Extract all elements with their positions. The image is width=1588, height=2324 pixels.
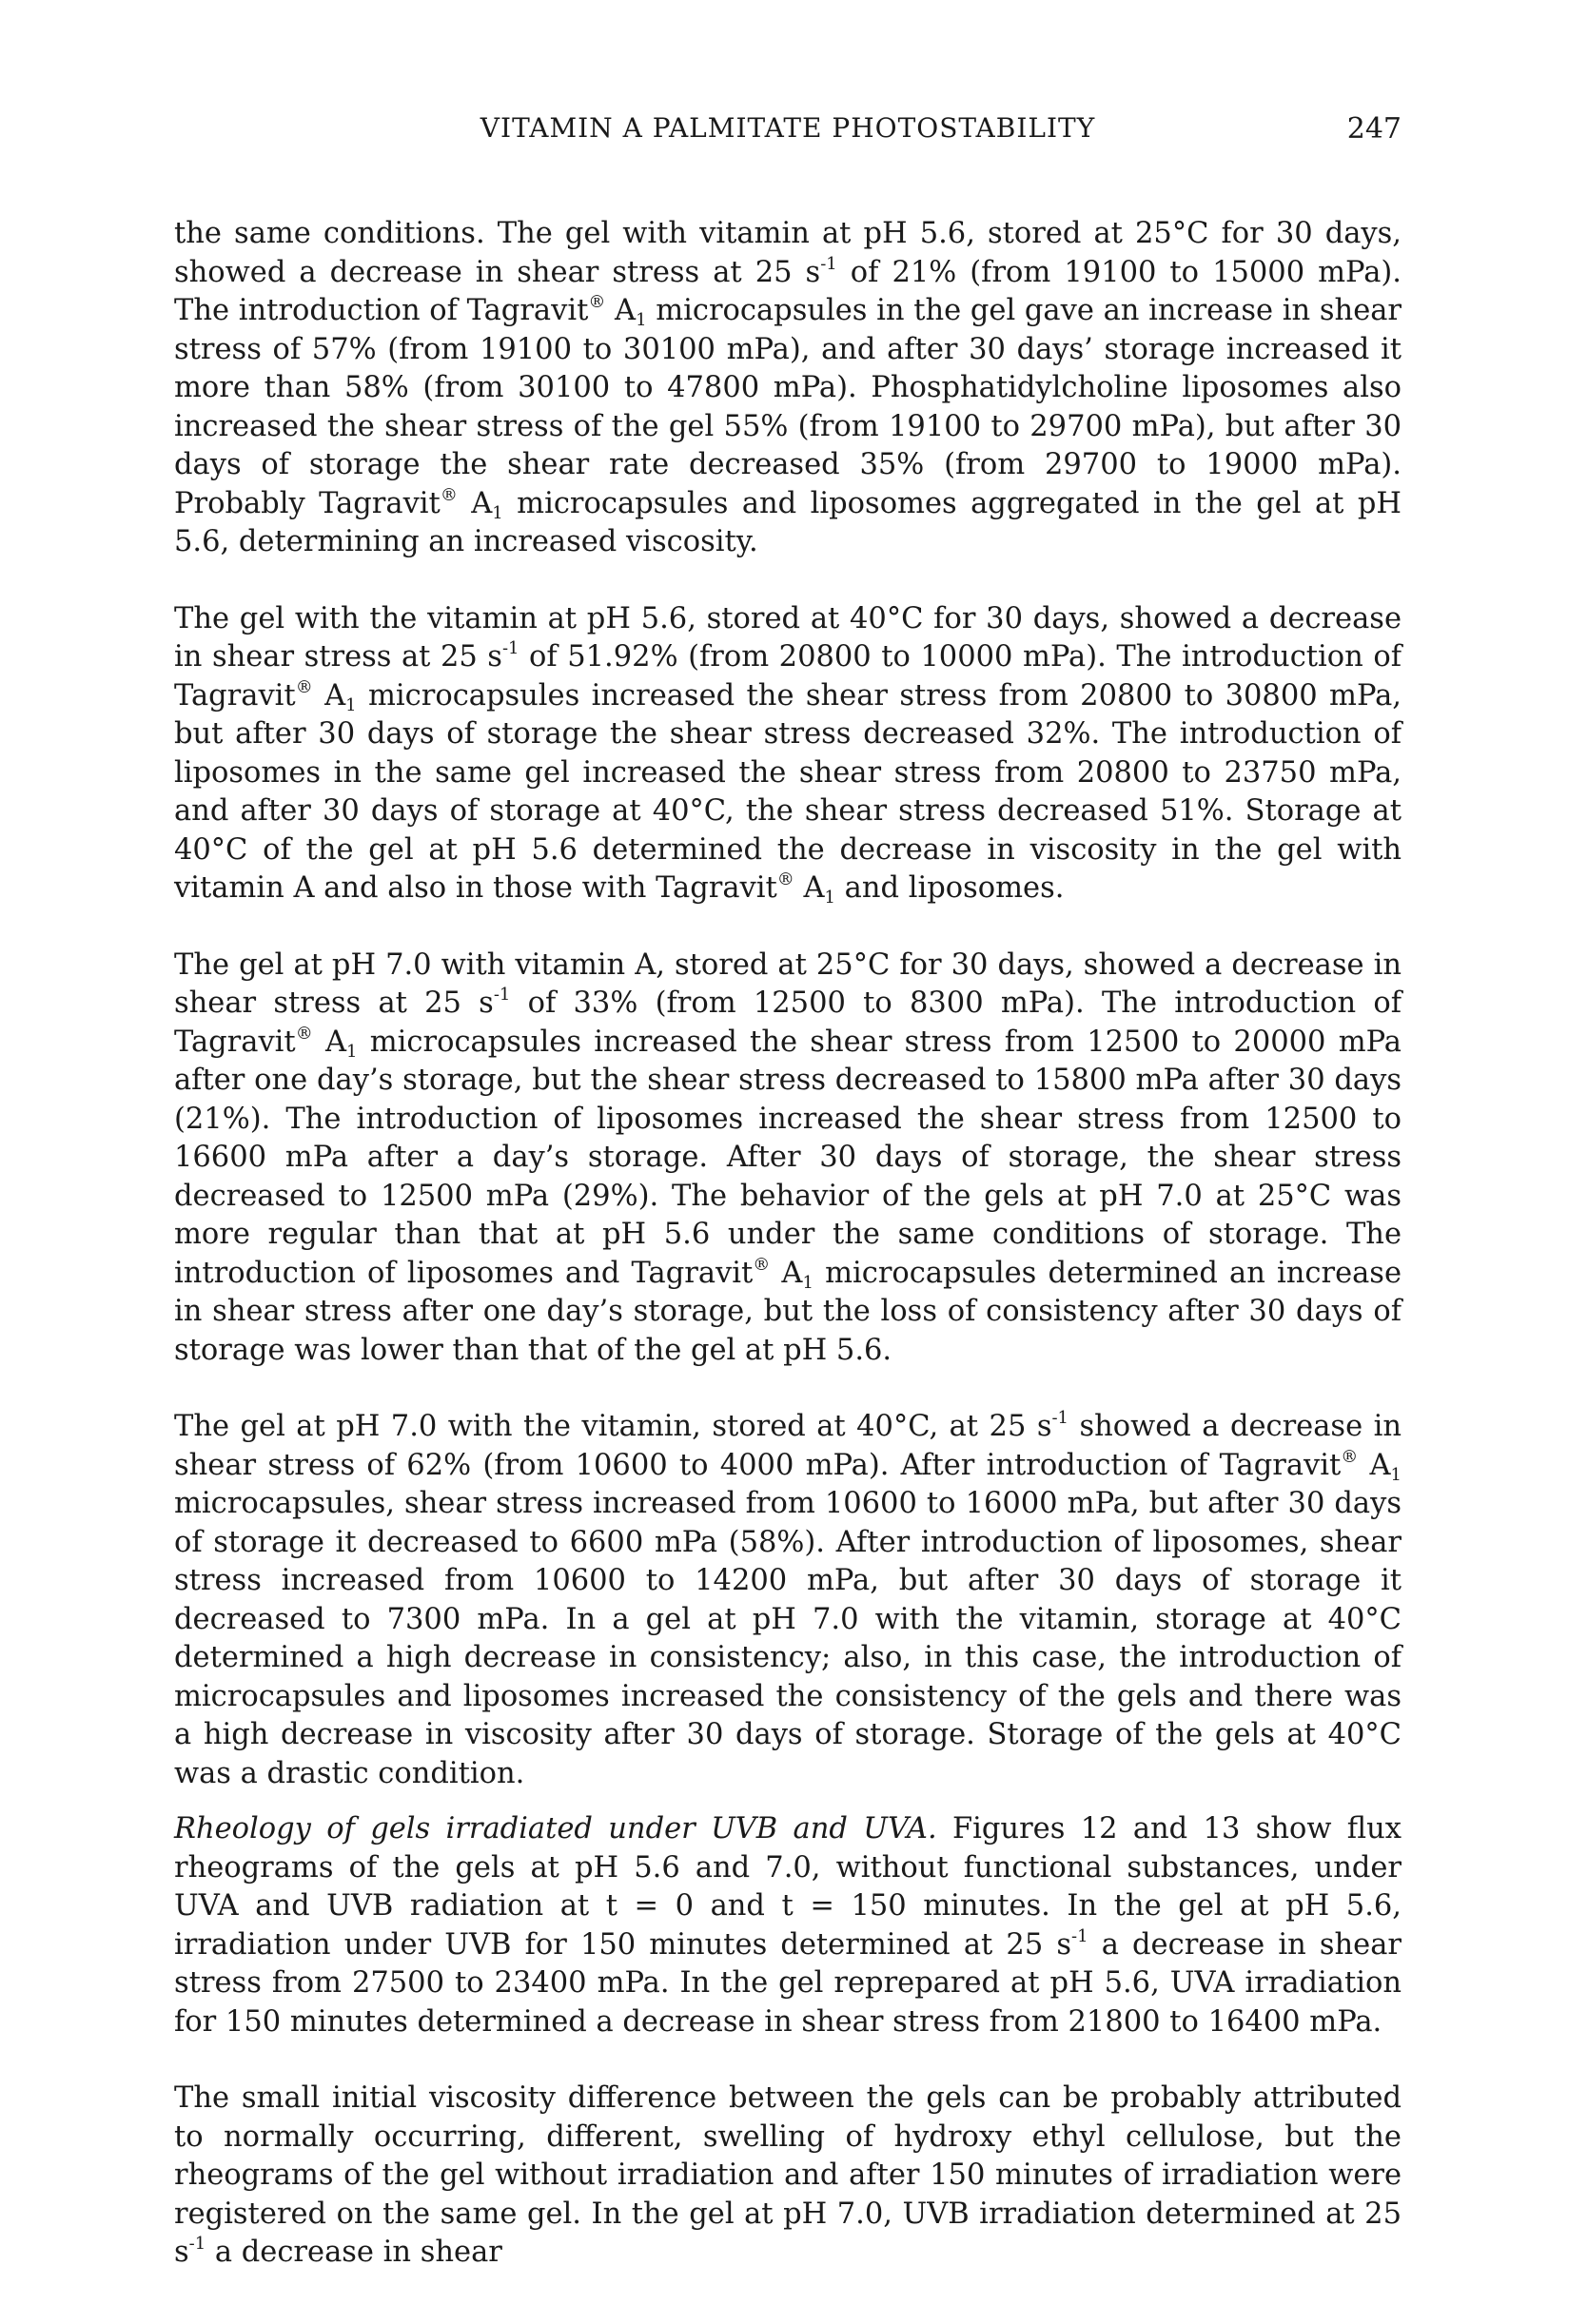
text-run: The small initial viscosity difference between the gels can be probably attributed to normally occurring, different, swelling of hydroxy ethyl cellulose, but the rheograms of the gel without irradiation and after 150 minutes of irradiation were registered on the same gel. In the gel at pH 7.0, UVB irradiation determined at 25 s	[174, 2081, 1402, 2269]
paragraph-ph70-40c: The gel at pH 7.0 with the vitamin, stored at 40°C, at 25 $s^{-1}$ showed a decrease in shear stress of 62% (from 10600 to 4000 mPa). After introduction of Tagravit® $A_1$ microcapsules, shear stress increased from 10600 to 16000 mPa, but after 30 days of storage it decreased to 6600 mPa (58%). After introduction of liposomes, shear stress increased from 10600 to 14200 mPa, but after 30 days of storage it decreased to 7300 mPa. In a gel at pH 7.0 with the vitamin, storage at 40°C determined a high decrease in consistency; also, in this case, the introduction of microcapsules and liposomes increased the consistency of the gels and there was a high decrease in viscosity after 30 days of storage. Storage of the gels at 40°C was a drastic condition.	[174, 1408, 1402, 1790]
text-run: microcapsules increased the shear stress from 20800 to 30800 mPa, but after 30 days of storage the shear stress decreased 32%. The introduction of liposomes in the same gel increased the shear stress from 20800 to 23750 mPa, and after 30 days of storage at 40°C, the shear stress decreased 51%. Storage at 40°C of the gel at pH 5.6 determined the decrease in viscosity in the gel with vitamin A and also in those with Tagravit	[174, 678, 1402, 905]
registered-mark: ®	[588, 292, 606, 312]
subscript-one: 1	[824, 888, 835, 908]
inverse-unit-superscript: -1	[493, 985, 511, 1005]
text-run: microcapsules, shear stress increased from 10600 to 16000 mPa, but after 30 days of storage it decreased to 6600 mPa (58%). After introduction of liposomes, shear stress increased from 10600 to 14200 mPa, but after 30 days of storage it decreased to 7300 mPa. In a gel at pH 7.0 with the vitamin, storage at 40°C determined a high decrease in consistency; also, in this case, the introduction of microcapsules and liposomes increased the consistency of the gels and there was a high decrease in viscosity after 30 days of storage. Storage of the gels at 40°C was a drastic condition.	[174, 1487, 1402, 1790]
paragraph-ph56-40c: The gel with the vitamin at pH 5.6, stored at 40°C for 30 days, showed a decrease in shear stress at 25 $s^{-1}$ of 51.92% (from 20800 to 10000 mPa). The introduction of Tagravit® $A_1$ microcapsules increased the shear stress from 20800 to 30800 mPa, but after 30 days of storage the shear stress decreased 32%. The introduction of liposomes in the same gel increased the shear stress from 20800 to 23750 mPa, and after 30 days of storage at 40°C, the shear stress decreased 51%. Storage at 40°C of the gel at pH 5.6 determined the decrease in viscosity in the gel with vitamin A and also in those with Tagravit® $A_1$ and liposomes.	[174, 601, 1402, 908]
registered-mark: ®	[440, 484, 458, 505]
subscript-one: 1	[802, 1272, 814, 1293]
registered-mark: ®	[295, 676, 313, 697]
page-header	[174, 112, 1402, 160]
text-run: microcapsules determined an increase in shear stress after one day’s storage, but the loss of consistency after 30 days of storage was lower than that of the gel at pH 5.6.	[174, 1256, 1402, 1367]
section-runin-heading: Rheology of gels irradiated under UVB and UVA.	[174, 1812, 937, 1846]
inverse-unit-superscript: -1	[820, 253, 837, 274]
text-run: Figures 12 and 13 show flux rheograms of the gels at pH 5.6 and 7.0, without functional substances, under UVA and UVB radiation at t = 0 and t = 150 minutes. In the gel at pH 5.6, irradiation under UVB for 150 minutes determined at 25 s	[174, 1812, 1402, 1962]
text-run: The gel at pH 7.0 with vitamin A, stored at 25°C for 30 days, showed a decrease in shear stress at 25 s	[174, 947, 1402, 1020]
text-run: microcapsules and liposomes aggregated in the gel at pH 5.6, determining an increased viscosity.	[174, 486, 1402, 558]
registered-mark: ®	[776, 869, 794, 889]
text-run: showed a decrease in shear stress of 62% (from 10600 to 4000 mPa). After introduction of Tagravit	[174, 1410, 1402, 1482]
text-run: a decrease in shear stress from 27500 to 23400 mPa. In the gel reprepared at pH 5.6, UVA irradiation for 150 minutes determined a decrease in shear stress from 21800 to 16400 mPa.	[174, 1927, 1402, 2039]
paragraph-ph56-25c: the same conditions. The gel with vitamin at pH 5.6, stored at 25°C for 30 days, showed a decrease in shear stress at 25 $s^{-1}$ of 21% (from 19100 to 15000 mPa). The introduction of Tagravit® $A_1$ microcapsules in the gel gave an increase in shear stress of 57% (from 19100 to 30100 mPa), and after 30 days’ storage increased it more than 58% (from 30100 to 47800 mPa). Phosphatidylcholine liposomes also increased the shear stress of the gel 55% (from 19100 to 29700 mPa), but after 30 days of storage the shear rate decreased 35% (from 29700 to 19000 mPa). Probably Tagravit® $A_1$ microcapsules and liposomes aggregated in the gel at pH 5.6, determining an increased viscosity.	[174, 217, 1402, 558]
text-run: of 21% (from 19100 to 15000 mPa). The introduction of Tagravit	[174, 255, 1402, 327]
registered-mark: ®	[1341, 1446, 1359, 1467]
text-run: and liposomes.	[834, 871, 1065, 905]
subscript-one: 1	[345, 694, 357, 715]
text-run: microcapsules in the gel gave an increase in shear stress of 57% (from 19100 to 30100 mPa), and after 30 days’ storage increased it more than 58% (from 30100 to 47800 mPa). Phosphatidylcholine liposomes also increased the shear stress of the gel 55% (from 19100 to 29700 mPa), but after 30 days of storage the shear rate decreased 35% (from 29700 to 19000 mPa). Probably Tagravit	[174, 294, 1402, 520]
running-title: VITAMIN A PALMITATE PHOTOSTABILITY	[480, 112, 1096, 144]
paragraph-viscosity-difference	[174, 2080, 1402, 2273]
subscript-one: 1	[346, 1041, 358, 1062]
text-run: the same conditions. The gel with vitamin at pH 5.6, stored at 25°C for 30 days, showed a decrease in shear stress at 25 s	[174, 217, 1402, 289]
registered-mark: ®	[295, 1023, 313, 1044]
inverse-unit-superscript: -1	[188, 2234, 206, 2254]
text-run: microcapsules increased the shear stress from 12500 to 20000 mPa after one day’s storage, but the shear stress decreased to 15800 mPa after 30 days (21%). The introduction of liposomes increased the shear stress from 12500 to 16600 mPa after a day’s storage. After 30 days of storage, the shear stress decreased to 12500 mPa (29%). The behavior of the gels at pH 7.0 at 25°C was more regular than that at pH 5.6 under the same conditions of storage. The introduction of liposomes and Tagravit	[174, 1025, 1402, 1290]
paragraph-irradiation	[174, 1810, 1402, 2041]
inverse-unit-superscript: -1	[1051, 1408, 1069, 1428]
subscript-one: 1	[1390, 1464, 1402, 1485]
paragraph-ph70-25c: The gel at pH 7.0 with vitamin A, stored at 25°C for 30 days, showed a decrease in shear stress at 25 $s^{-1}$ of 33% (from 12500 to 8300 mPa). The introduction of Tagravit® $A_1$ microcapsules increased the shear stress from 12500 to 20000 mPa after one day’s storage, but the shear stress decreased to 15800 mPa after 30 days (21%). The introduction of liposomes increased the shear stress from 12500 to 16600 mPa after a day’s storage. After 30 days of storage, the shear stress decreased to 12500 mPa (29%). The behavior of the gels at pH 7.0 at 25°C was more regular than that at pH 5.6 under the same conditions of storage. The introduction of liposomes and Tagravit® $A_1$ microcapsules determined an increase in shear stress after one day’s storage, but the loss of consistency after 30 days of storage was lower than that of the gel at pH 5.6.	[174, 947, 1402, 1367]
text-run: a decrease in shear	[206, 2236, 502, 2269]
inverse-unit-superscript: -1	[1071, 1925, 1088, 1946]
text-run: of 51.92% (from 20800 to 10000 mPa). The introduction of Tagravit	[174, 640, 1402, 713]
page-number: 247	[1346, 112, 1402, 146]
registered-mark: ®	[753, 1254, 771, 1275]
inverse-unit-superscript: -1	[501, 638, 520, 658]
journal-page	[174, 112, 1402, 2311]
text-run: The gel at pH 7.0 with the vitamin, stored at 40°C, at 25 s	[174, 1410, 1052, 1443]
subscript-one: 1	[492, 502, 503, 523]
text-run: of 33% (from 12500 to 8300 mPa). The introduction of Tagravit	[174, 986, 1402, 1059]
subscript-one: 1	[636, 310, 647, 330]
text-run: The gel with the vitamin at pH 5.6, stored at 40°C for 30 days, showed a decrease in shear stress at 25 s	[174, 601, 1402, 674]
